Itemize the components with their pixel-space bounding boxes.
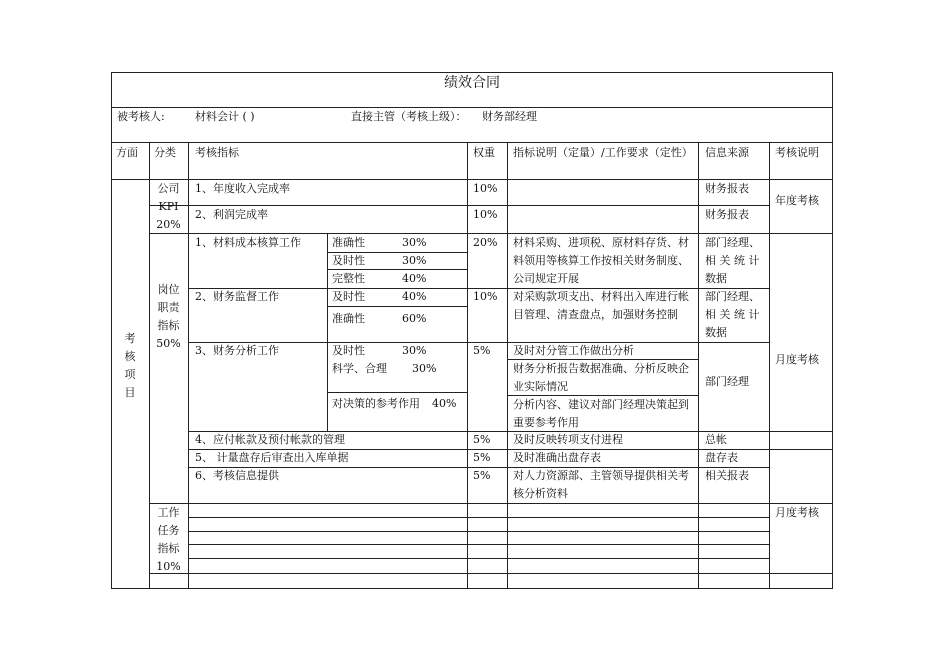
- rule: [832, 72, 833, 589]
- category-line: 50%: [156, 337, 181, 350]
- rule: [188, 558, 769, 559]
- aspect-char: 项: [124, 368, 136, 381]
- col-header-category: 分类: [154, 146, 176, 159]
- assessee-value: 材料会计 ( ): [195, 110, 255, 123]
- description-cell: 对人力资源部、主管领导提供相关考核分析资料: [513, 469, 689, 500]
- rule: [188, 142, 189, 588]
- sub-indicator-pct: 60%: [402, 312, 427, 325]
- sub-indicator-pct: 30%: [412, 362, 437, 375]
- supervisor-label: 直接主管（考核上级）：: [351, 110, 467, 123]
- description-cell: 材料采购、进项税、原材料存货、材料领用等核算工作按相关财务制度、公司规定开展: [513, 236, 689, 285]
- rule: [327, 233, 328, 431]
- description-cell: 分析内容、建议对部门经理决策起到重要参考作用: [513, 398, 689, 429]
- rule: [507, 142, 508, 588]
- description-cell: 及时对分管工作做出分析: [513, 344, 634, 357]
- category-line: 公司: [157, 182, 180, 195]
- category-line: 10%: [156, 560, 181, 573]
- aspect-char: 目: [124, 386, 136, 399]
- sub-indicator-pct: 40%: [432, 397, 457, 410]
- rule: [149, 573, 833, 574]
- sub-indicator-name: 准确性: [332, 312, 365, 325]
- description-cell: 及时反映转项支付进程: [513, 433, 623, 446]
- weight-cell: 5%: [473, 433, 491, 446]
- sub-indicator-name: 完整性: [332, 272, 365, 285]
- weight-cell: 5%: [473, 344, 491, 357]
- aspect-char: 考: [124, 332, 136, 345]
- rule: [111, 72, 833, 73]
- rule: [769, 142, 770, 588]
- category-line: 工作: [157, 506, 180, 519]
- note-cell: 月度考核: [775, 353, 819, 366]
- sub-indicator-pct: 30%: [402, 236, 427, 249]
- description-cell: 财务分析报告数据准确、分析反映企业实际情况: [513, 362, 689, 393]
- sub-indicator-name: 准确性: [332, 236, 365, 249]
- weight-cell: 10%: [473, 208, 498, 221]
- note-cell: 年度考核: [775, 194, 819, 207]
- source-cell: 总帐: [705, 433, 727, 446]
- rule: [327, 306, 467, 307]
- col-header-weight: 权重: [473, 146, 495, 159]
- indicator-cell: 3、财务分析工作: [195, 344, 279, 357]
- aspect-char: 核: [124, 350, 136, 363]
- source-cell: 部门经理、相 关 统 计数据: [705, 236, 760, 285]
- indicator-cell: 2、财务监督工作: [195, 290, 279, 303]
- weight-cell: 20%: [473, 236, 498, 249]
- rule: [188, 517, 769, 518]
- col-header-note: 考核说明: [775, 146, 819, 159]
- col-header-aspect: 方面: [116, 146, 138, 159]
- performance-contract-document: [111, 72, 833, 588]
- weight-cell: 10%: [473, 290, 498, 303]
- rule: [327, 392, 467, 393]
- note-cell: 月度考核: [775, 506, 819, 519]
- page-title: 绩效合同: [444, 75, 500, 91]
- rule: [111, 142, 833, 143]
- weight-cell: 5%: [473, 451, 491, 464]
- category-line: KPI: [158, 200, 179, 213]
- indicator-cell: 1、年度收入完成率: [195, 182, 290, 195]
- rule: [149, 503, 833, 504]
- sub-indicator-name: 对决策的参考作用: [332, 397, 420, 410]
- sub-indicator-name: 及时性: [332, 344, 365, 357]
- sub-indicator-pct: 30%: [402, 344, 427, 357]
- sub-indicator-pct: 40%: [402, 290, 427, 303]
- source-cell: 财务报表: [705, 182, 749, 195]
- col-header-description: 指标说明（定量）/工作要求（定性）: [513, 146, 693, 159]
- sub-indicator-pct: 30%: [402, 254, 427, 267]
- supervisor-value: 财务部经理: [482, 110, 537, 123]
- source-cell: 财务报表: [705, 208, 749, 221]
- rule: [111, 588, 833, 589]
- category-line: 职责: [157, 301, 180, 314]
- indicator-cell: 1、材料成本核算工作: [195, 236, 301, 249]
- weight-cell: 5%: [473, 469, 491, 482]
- category-line: 20%: [156, 218, 181, 231]
- category-line: 指标: [157, 542, 180, 555]
- source-cell: 部门经理、相 关 统 计数据: [705, 290, 760, 339]
- sub-indicator-pct: 40%: [402, 272, 427, 285]
- description-cell: 及时准确出盘存表: [513, 451, 601, 464]
- rule: [188, 531, 769, 532]
- sub-indicator-name: 科学、合理: [332, 362, 387, 375]
- source-cell: 部门经理: [705, 375, 749, 388]
- rule: [188, 544, 769, 545]
- indicator-cell: 4、应付帐款及预付帐款的管理: [195, 433, 345, 446]
- category-line: 指标: [157, 319, 180, 332]
- sub-indicator-name: 及时性: [332, 254, 365, 267]
- category-line: 岗位: [157, 283, 180, 296]
- indicator-cell: 5、 计量盘存后审查出入库单据: [195, 451, 349, 464]
- sub-indicator-name: 及时性: [332, 290, 365, 303]
- indicator-cell: 2、利润完成率: [195, 208, 268, 221]
- source-cell: 盘存表: [705, 451, 738, 464]
- rule: [467, 142, 468, 588]
- description-cell: 对采购款项支出、材料出入库进行帐目管理、清查盘点，加强财务控制: [513, 290, 689, 321]
- assessee-label: 被考核人:: [117, 110, 165, 123]
- rule: [698, 142, 699, 588]
- col-header-source: 信息来源: [705, 146, 749, 159]
- category-line: 任务: [157, 524, 180, 537]
- source-cell: 相关报表: [705, 469, 749, 482]
- weight-cell: 10%: [473, 182, 498, 195]
- indicator-cell: 6、考核信息提供: [195, 469, 279, 482]
- col-header-indicator: 考核指标: [195, 146, 239, 159]
